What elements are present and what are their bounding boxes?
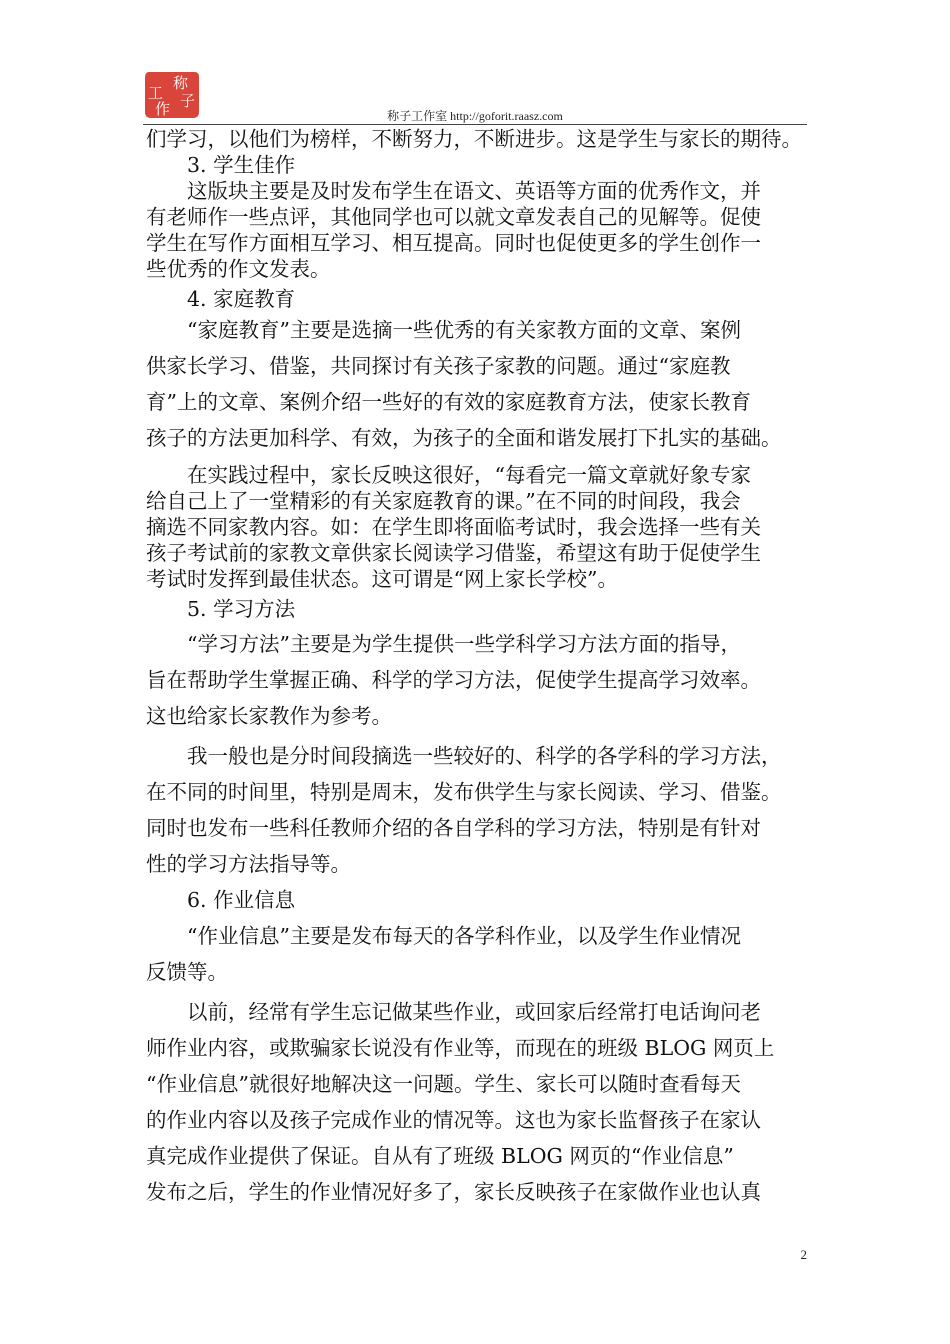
section-heading: 6. 作业信息: [187, 888, 296, 912]
text-line: 性的学习方法指导等。: [146, 852, 351, 876]
text-line: “家庭教育”主要是选摘一些优秀的有关家教方面的文章、案例: [187, 318, 741, 342]
text-line: 的作业内容以及孩子完成作业的情况等。这也为家长监督孩子在家认: [146, 1108, 761, 1132]
section-heading: 5. 学习方法: [187, 597, 296, 621]
text-line: 孩子的方法更加科学、有效，为孩子的全面和谐发展打下扎实的基础。: [146, 426, 782, 450]
text-line: 发布之后，学生的作业情况好多了，家长反映孩子在家做作业也认真: [146, 1180, 761, 1204]
text-line: 师作业内容，或欺骗家长说没有作业等，而现在的班级 BLOG 网页上: [146, 1036, 775, 1060]
page-header: 称子工作室 http://goforit.raasz.com: [387, 109, 563, 123]
text-line: 这也给家长家教作为参考。: [146, 704, 392, 728]
text-line: 真完成作业提供了保证。自从有了班级 BLOG 网页的“作业信息”: [146, 1144, 734, 1168]
text-line: 旨在帮助学生掌握正确、科学的学习方法，促使学生提高学习效率。: [146, 668, 761, 692]
text-line: “学习方法”主要是为学生提供一些学科学习方法方面的指导，: [187, 632, 741, 656]
page-number: 2: [800, 1247, 807, 1262]
text-line: 同时也发布一些科任教师介绍的各自学科的学习方法，特别是有针对: [146, 816, 761, 840]
text-line: 供家长学习、借鉴，共同探讨有关孩子家教的问题。通过“家庭教: [146, 354, 731, 378]
text-line: 有老师作一些点评，其他同学也可以就文章发表自己的见解等。促使: [146, 205, 761, 229]
logo-char: 作: [155, 100, 171, 118]
text-line: 反馈等。: [146, 960, 228, 984]
text-line: 学生在写作方面相互学习、相互提高。同时也促使更多的学生创作一: [146, 231, 761, 255]
logo-char: 工: [148, 84, 164, 102]
text-line: 育”上的文章、案例介绍一些好的有效的家庭教育方法，使家长教育: [146, 390, 751, 414]
text-line: “作业信息”就很好地解决这一问题。学生、家长可以随时查看每天: [146, 1072, 741, 1096]
text-line: 们学习，以他们为榜样，不断努力，不断进步。这是学生与家长的期待。: [146, 127, 802, 151]
document-body: [146, 126, 810, 1210]
text-line: 在不同的时间里，特别是周末，发布供学生与家长阅读、学习、借鉴。: [146, 780, 782, 804]
section-heading: 4. 家庭教育: [187, 287, 296, 311]
text-line: 这版块主要是及时发布学生在语文、英语等方面的优秀作文，并: [187, 179, 761, 203]
text-line: “作业信息”主要是发布每天的各学科作业，以及学生作业情况: [187, 924, 741, 948]
text-line: 给自己上了一堂精彩的有关家庭教育的课。”在不同的时间段，我会: [146, 489, 741, 513]
text-line: 以前，经常有学生忘记做某些作业，或回家后经常打电话询问老: [187, 1000, 761, 1024]
text-line: 孩子考试前的家教文章供家长阅读学习借鉴，希望这有助于促使学生: [146, 541, 761, 565]
text-line: 些优秀的作文发表。: [146, 257, 331, 281]
header-divider: [143, 124, 807, 125]
section-heading: 3. 学生佳作: [187, 153, 296, 177]
text-line: 考试时发挥到最佳状态。这可谓是“网上家长学校”。: [146, 567, 618, 591]
text-line: 摘选不同家教内容。如：在学生即将面临考试时，我会选择一些有关: [146, 515, 761, 539]
text-line: 在实践过程中，家长反映这很好，“每看完一篇文章就好象专家: [187, 463, 751, 487]
logo-char: 子: [180, 92, 196, 110]
text-line: 我一般也是分时间段摘选一些较好的、科学的各学科的学习方法，: [187, 744, 782, 768]
logo-char: 称: [173, 74, 189, 92]
